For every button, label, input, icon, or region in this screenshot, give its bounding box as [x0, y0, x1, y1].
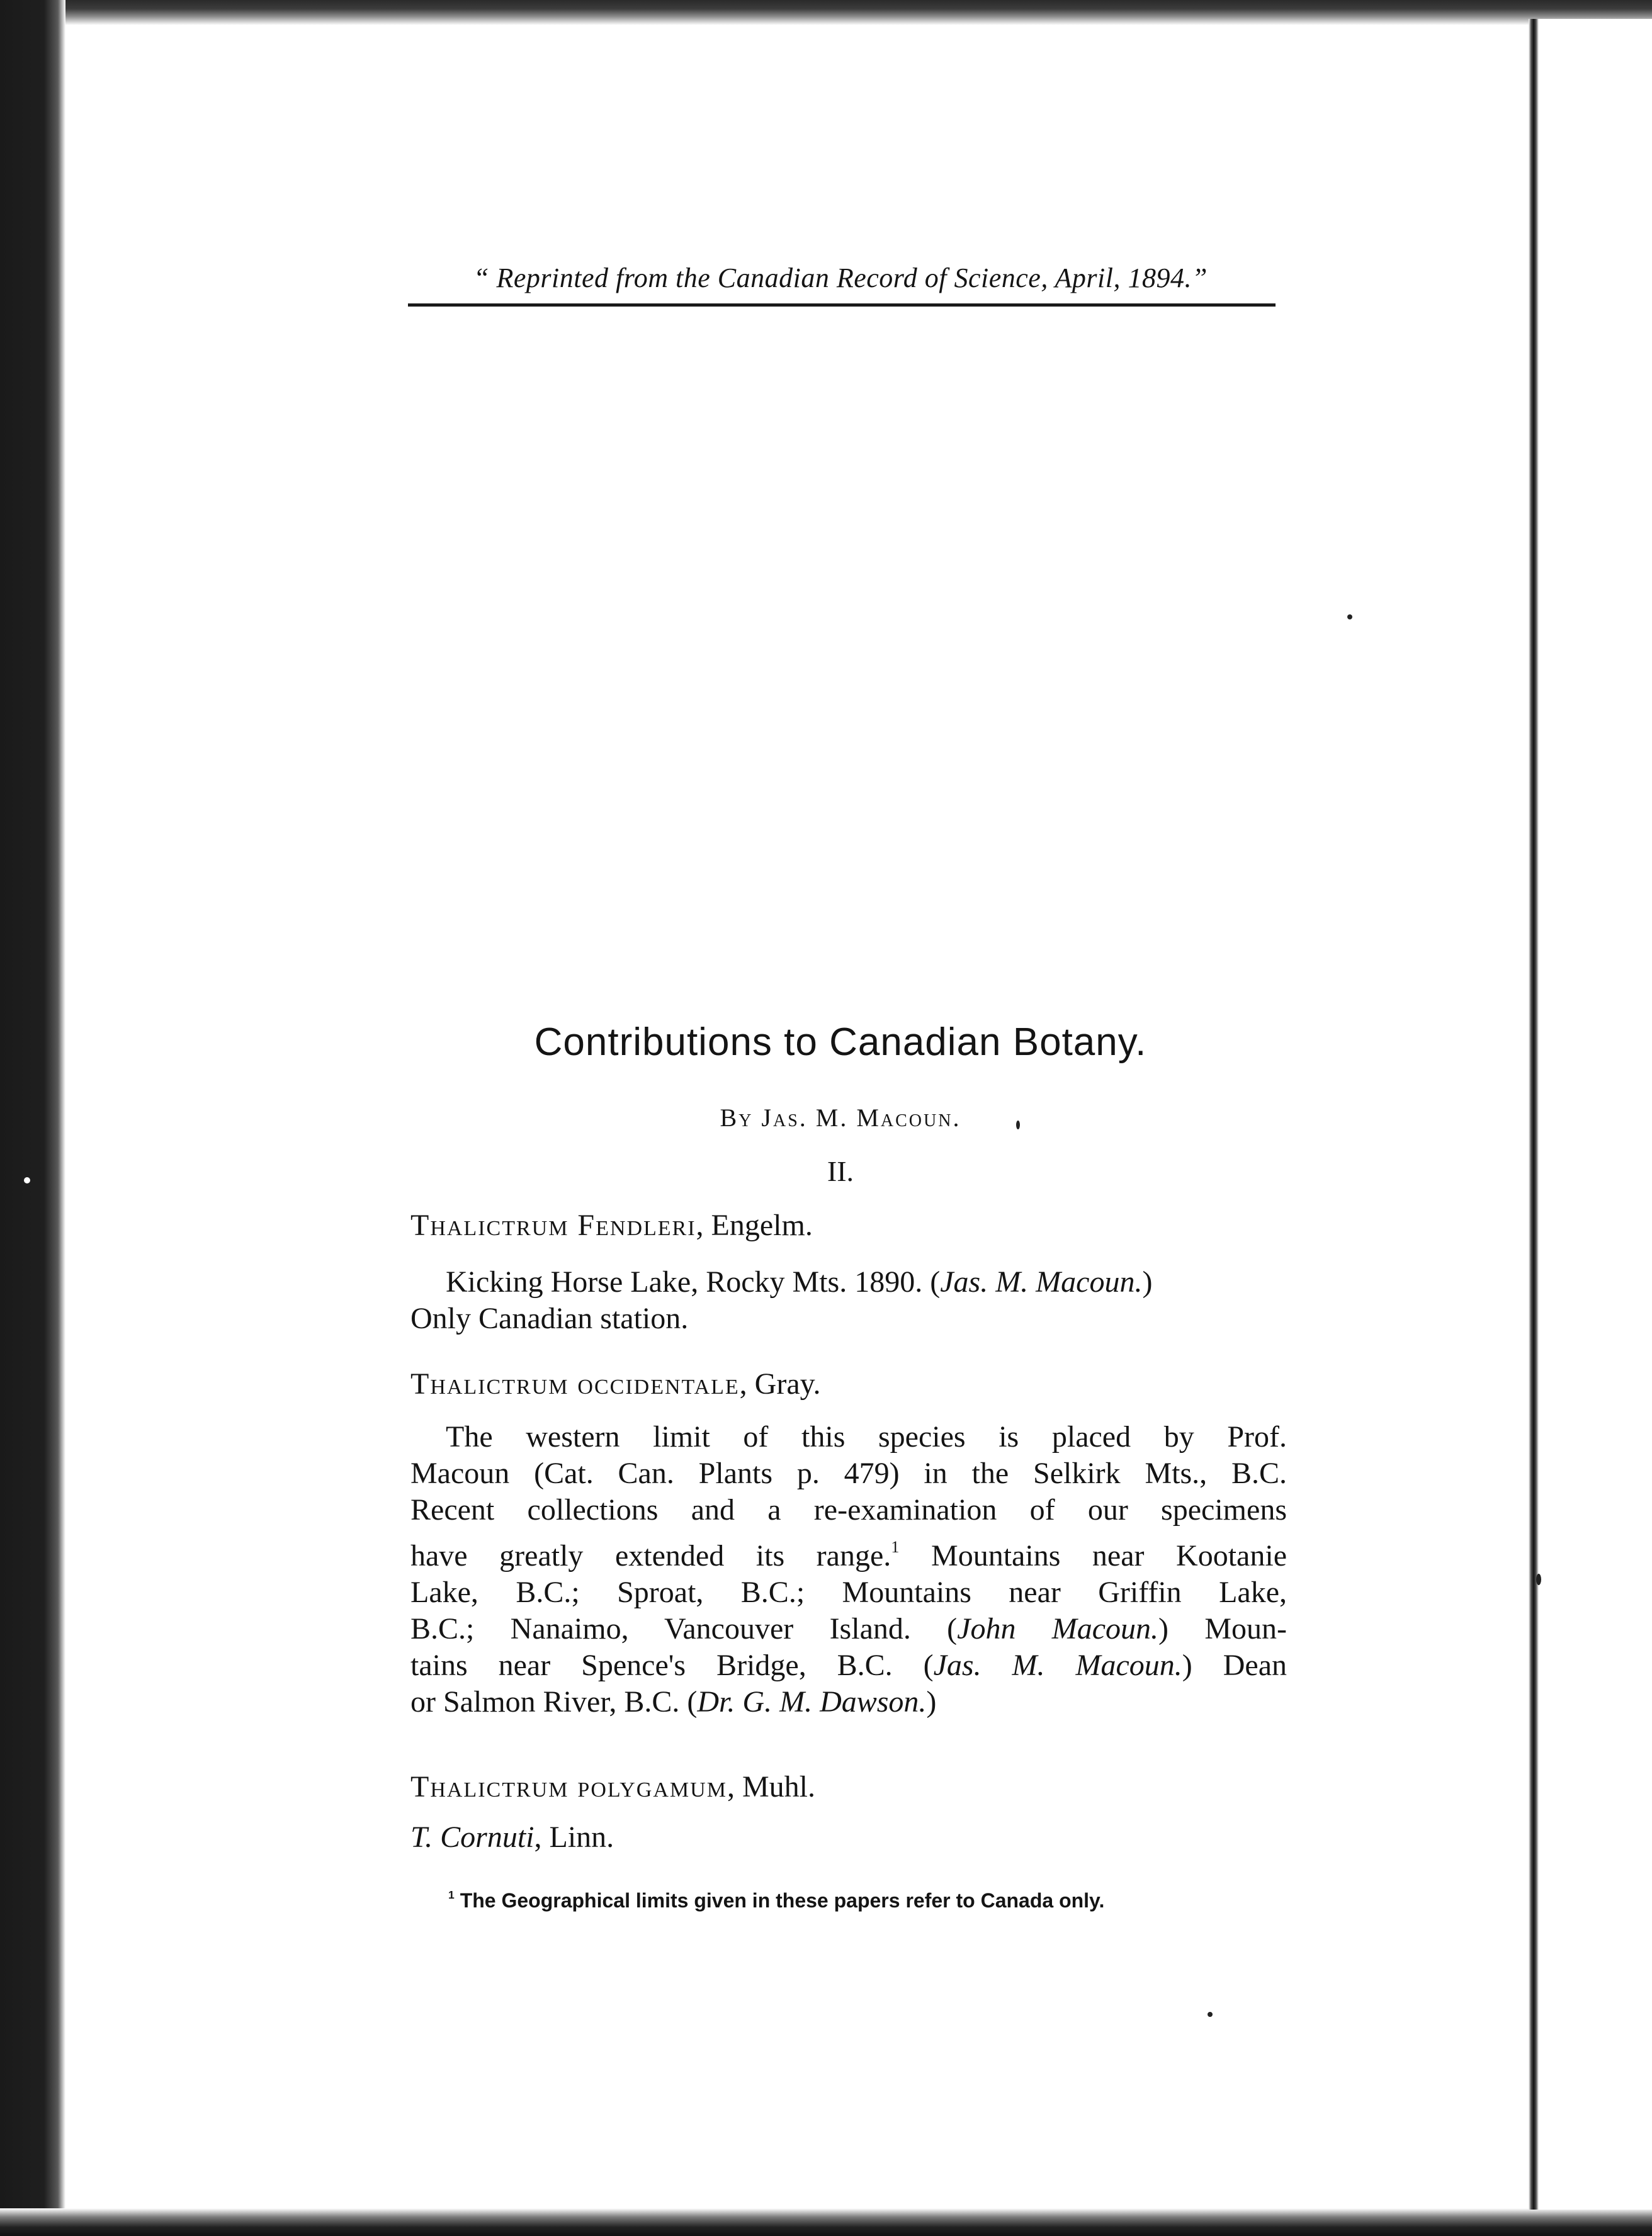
entry-text: Recent collections and a re-examination of our specimens: [410, 1493, 1287, 1527]
scan-speck: [1208, 2012, 1213, 2017]
entry-line: [410, 1492, 1287, 1528]
species-name: Thalictrum polygamum: [410, 1770, 727, 1804]
entry-text: ) Dean: [1182, 1649, 1287, 1683]
entry-text: ): [926, 1685, 937, 1719]
entry-line: [410, 1264, 1287, 1301]
scan-left-edge: [0, 0, 65, 2236]
footnote-text: The Geographical limits given in these papers refer to Canada only.: [454, 1889, 1105, 1912]
species-entry: [410, 1207, 1287, 1244]
entry-line: [410, 1419, 1287, 1455]
entry-line: [410, 1647, 1287, 1684]
synonym-authority: , Linn.: [534, 1821, 614, 1854]
header-rule: [408, 303, 1276, 307]
entry-line: [410, 1301, 1287, 1337]
species-entry-body: [410, 1419, 1287, 1720]
entry-text: or Salmon River, B.C. (: [410, 1685, 698, 1719]
scan-hole-mark: [24, 1177, 30, 1183]
reprint-notice: “ Reprinted from the Canadian Record of Science, April, 1894.”: [473, 263, 1208, 293]
species-name: Thalictrum occidentale: [410, 1367, 740, 1401]
species-heading: [410, 1207, 1287, 1244]
entry-text: Only Canadian station.: [410, 1302, 689, 1335]
synonym-name: T. Cornuti: [410, 1821, 535, 1854]
collector-name: Jas. M. Macoun.: [940, 1265, 1143, 1299]
entry-text: have greatly extended its range.: [410, 1539, 891, 1573]
entry-text: B.C.; Nanaimo, Vancouver Island. (: [410, 1612, 958, 1646]
entry-text: Macoun (Cat. Can. Plants p. 479) in the Selkirk Mts., B.C.: [410, 1457, 1287, 1490]
scan-top-edge: [0, 0, 1652, 25]
footnote: [448, 1889, 1279, 1912]
species-entry: [410, 1769, 1287, 1856]
entry-text: Lake, B.C.; Sproat, B.C.; Mountains near Griffin Lake,: [410, 1576, 1287, 1610]
entry-text: ): [1142, 1265, 1153, 1299]
species-heading: [410, 1769, 1287, 1805]
footnote-marker: 1: [448, 1889, 455, 1901]
species-authority: , Engelm.: [696, 1209, 813, 1242]
entry-line: [410, 1684, 1287, 1720]
scan-bottom-edge: [0, 2208, 1652, 2236]
species-authority: , Gray.: [739, 1367, 821, 1401]
collector-name: Jas. M. Macoun.: [933, 1649, 1182, 1683]
scan-speck: [1347, 614, 1352, 619]
scan-speck: [1536, 1574, 1541, 1585]
entry-text: tains near Spence's Bridge, B.C. (: [410, 1649, 934, 1683]
entry-line: [410, 1574, 1287, 1611]
article-title: Contributions to Canadian Botany.: [534, 1020, 1147, 1064]
collector-name: John Macoun.: [957, 1612, 1159, 1646]
part-number: II.: [827, 1155, 854, 1187]
entry-text: ) Moun-: [1158, 1612, 1287, 1646]
species-entry-body: [410, 1264, 1287, 1337]
entry-text: Kicking Horse Lake, Rocky Mts. 1890. (: [446, 1265, 941, 1299]
entry-line: [410, 1611, 1287, 1647]
entry-line: [410, 1455, 1287, 1492]
species-authority: , Muhl.: [727, 1770, 815, 1804]
footnote-ref: 1: [891, 1537, 900, 1556]
collector-name: Dr. G. M. Dawson.: [697, 1685, 927, 1719]
species-name: Thalictrum Fendleri: [410, 1209, 696, 1242]
entry-line: [410, 1528, 1287, 1574]
species-entry: [410, 1366, 1287, 1403]
species-heading: [410, 1366, 1287, 1403]
species-synonym: [410, 1819, 1287, 1856]
entry-text: The western limit of this species is placed by Prof.: [446, 1420, 1287, 1454]
adjacent-page: [1539, 19, 1652, 2210]
entry-text: Mountains near Kootanie: [899, 1539, 1287, 1573]
article-byline: By Jas. M. Macoun.: [720, 1104, 961, 1132]
page-gutter: [1529, 19, 1539, 2210]
